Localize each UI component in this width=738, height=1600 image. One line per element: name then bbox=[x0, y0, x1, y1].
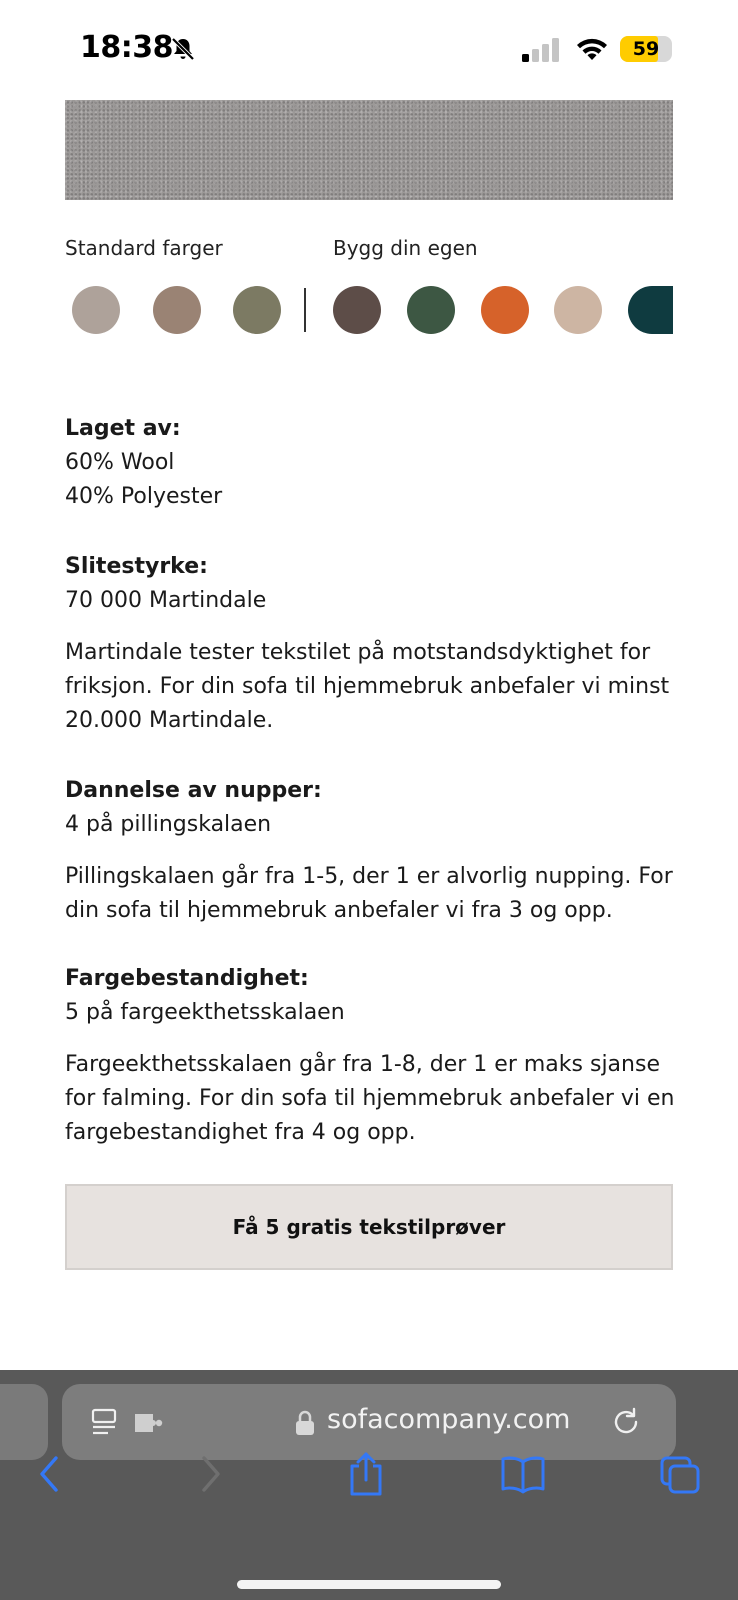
abrasion-heading: Slitestyrke: bbox=[65, 554, 208, 579]
pilling-description: Pillingskalaen går fra 1-5, der 1 er alvorlig nupping. For din sofa til hjemmebruk anbefaler vi fra 3 og opp. bbox=[65, 864, 673, 923]
previous-tab-preview[interactable] bbox=[0, 1384, 48, 1460]
bookmarks-icon[interactable] bbox=[500, 1454, 546, 1494]
color-swatch-custom-1[interactable] bbox=[333, 286, 381, 334]
color-swatch-custom-2[interactable] bbox=[407, 286, 455, 334]
material-line-1: 60% Wool bbox=[65, 450, 175, 475]
extension-icon[interactable] bbox=[132, 1408, 164, 1438]
standard-colors-label: Standard farger bbox=[65, 236, 223, 260]
colorfastness-section bbox=[65, 962, 685, 1030]
back-icon[interactable] bbox=[36, 1454, 64, 1494]
home-indicator bbox=[237, 1580, 501, 1589]
color-swatch-custom-5[interactable] bbox=[628, 286, 673, 334]
abrasion-description: Martindale tester tekstilet på motstandsdyktighet for friksjon. For din sofa til hjemmebruk anbefaler vi minst 20.000 Martindale. bbox=[65, 640, 670, 733]
pilling-value: 4 på pillingskalaen bbox=[65, 812, 272, 837]
status-bar bbox=[0, 0, 738, 100]
color-swatch-custom-4[interactable] bbox=[554, 286, 602, 334]
material-line-2: 40% Polyester bbox=[65, 484, 223, 509]
fabric-texture-image bbox=[65, 100, 673, 200]
lock-icon bbox=[295, 1410, 315, 1436]
material-section bbox=[65, 412, 685, 514]
abrasion-section bbox=[65, 550, 685, 618]
cellular-signal-icon bbox=[522, 38, 562, 62]
status-time: 18:38 bbox=[80, 30, 173, 65]
color-group-divider bbox=[304, 288, 306, 332]
url-text[interactable]: sofacompany.com bbox=[327, 1404, 571, 1435]
color-swatch-standard-2[interactable] bbox=[153, 286, 201, 334]
address-bar[interactable] bbox=[62, 1384, 676, 1460]
forward-icon[interactable] bbox=[196, 1454, 224, 1494]
abrasion-value: 70 000 Martindale bbox=[65, 588, 267, 613]
share-icon[interactable] bbox=[346, 1450, 386, 1498]
tabs-icon[interactable] bbox=[658, 1454, 702, 1496]
reader-icon[interactable] bbox=[90, 1408, 120, 1438]
color-swatch-standard-3[interactable] bbox=[233, 286, 281, 334]
pilling-section bbox=[65, 774, 685, 842]
colorfastness-value: 5 på fargeekthetsskalaen bbox=[65, 1000, 345, 1025]
battery-indicator bbox=[620, 36, 672, 62]
wifi-icon bbox=[574, 36, 610, 62]
battery-level: 59 bbox=[632, 38, 660, 60]
custom-colors-label: Bygg din egen bbox=[333, 236, 478, 260]
reload-icon[interactable] bbox=[610, 1406, 642, 1438]
browser-toolbar bbox=[0, 1370, 738, 1600]
colorfastness-description: Fargeekthetsskalaen går fra 1-8, der 1 er maks sjanse for falming. For din sofa til hjemmebruk anbefaler vi en fargebestandighet fra 4 og opp. bbox=[65, 1052, 675, 1145]
colorfastness-heading: Fargebestandighet: bbox=[65, 966, 309, 991]
free-samples-button[interactable]: Få 5 gratis tekstilprøver bbox=[65, 1184, 673, 1270]
color-swatch-custom-3[interactable] bbox=[481, 286, 529, 334]
material-heading: Laget av: bbox=[65, 416, 181, 441]
pilling-heading: Dannelse av nupper: bbox=[65, 778, 322, 803]
color-swatch-standard-1[interactable] bbox=[72, 286, 120, 334]
bell-muted-icon bbox=[170, 36, 196, 62]
